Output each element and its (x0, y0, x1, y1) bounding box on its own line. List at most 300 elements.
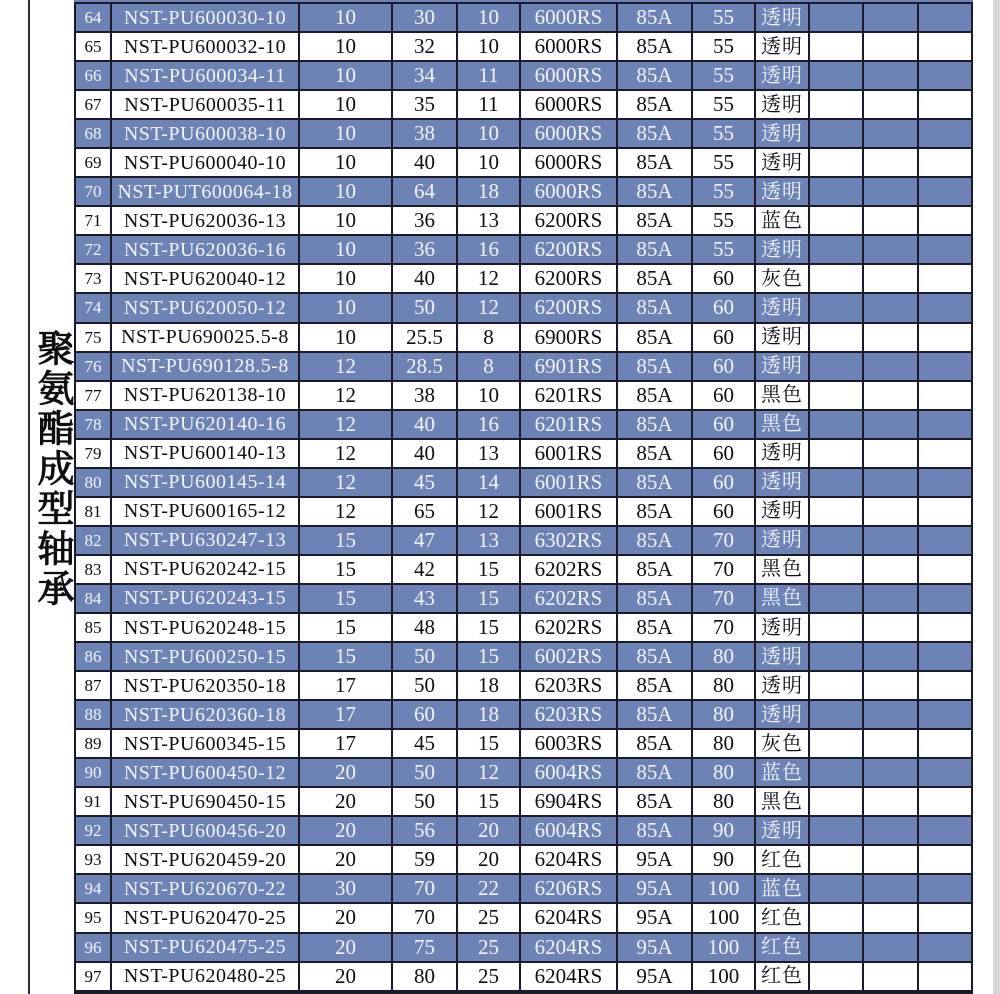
cell-empty (810, 759, 862, 786)
cell-color: 灰色 (756, 265, 808, 292)
cell-row-number: 71 (76, 207, 110, 234)
cell-empty (810, 701, 862, 728)
cell-empty (864, 265, 917, 292)
cell-empty (919, 382, 971, 409)
cell-hardness: 85A (618, 207, 691, 234)
cell-row-number: 97 (76, 963, 110, 990)
cell-outer-diameter: 50 (393, 759, 456, 786)
cell-empty (919, 759, 971, 786)
cell-load: 60 (693, 469, 754, 496)
cell-empty (919, 846, 971, 873)
cell-empty (810, 324, 862, 351)
cell-outer-diameter: 80 (393, 963, 456, 990)
cell-bearing-type: 6206RS (521, 875, 616, 902)
cell-inner-diameter: 10 (300, 178, 391, 205)
cell-empty (810, 62, 862, 89)
cell-empty (919, 62, 971, 89)
cell-model: NST-PU600456-20 (112, 817, 298, 844)
cell-load: 100 (693, 875, 754, 902)
cell-hardness: 95A (618, 846, 691, 873)
cell-empty (919, 788, 971, 815)
cell-inner-diameter: 10 (300, 62, 391, 89)
cell-bearing-type: 6204RS (521, 934, 616, 961)
cell-outer-diameter: 36 (393, 207, 456, 234)
cell-empty (810, 846, 862, 873)
cell-inner-diameter: 12 (300, 353, 391, 380)
cell-empty (810, 294, 862, 321)
cell-empty (919, 149, 971, 176)
cell-empty (810, 585, 862, 612)
cell-empty (919, 701, 971, 728)
cell-empty (864, 382, 917, 409)
cell-model: NST-PU620470-25 (112, 904, 298, 931)
cell-load: 55 (693, 33, 754, 60)
cell-inner-diameter: 10 (300, 294, 391, 321)
cell-hardness: 85A (618, 4, 691, 31)
cell-empty (919, 875, 971, 902)
cell-empty (919, 207, 971, 234)
cell-row-number: 81 (76, 498, 110, 525)
cell-row-number: 74 (76, 294, 110, 321)
cell-color: 黑色 (756, 788, 808, 815)
cell-bearing-type: 6204RS (521, 963, 616, 990)
cell-load: 60 (693, 294, 754, 321)
cell-load: 70 (693, 614, 754, 641)
cell-empty (810, 382, 862, 409)
cell-row-number: 80 (76, 469, 110, 496)
cell-model: NST-PU620248-15 (112, 614, 298, 641)
cell-empty (864, 353, 917, 380)
cell-color: 透明 (756, 817, 808, 844)
cell-empty (919, 4, 971, 31)
cell-model: NST-PUT600064-18 (112, 178, 298, 205)
cell-bearing-type: 6200RS (521, 236, 616, 263)
cell-load: 80 (693, 701, 754, 728)
cell-model: NST-PU620036-13 (112, 207, 298, 234)
cell-color: 透明 (756, 178, 808, 205)
cell-color: 黑色 (756, 556, 808, 583)
cell-hardness: 85A (618, 614, 691, 641)
cell-inner-diameter: 20 (300, 934, 391, 961)
cell-empty (864, 614, 917, 641)
cell-inner-diameter: 20 (300, 963, 391, 990)
cell-outer-diameter: 50 (393, 294, 456, 321)
cell-model: NST-PU600165-12 (112, 498, 298, 525)
cell-color: 透明 (756, 701, 808, 728)
cell-hardness: 85A (618, 527, 691, 554)
cell-width: 25 (458, 963, 519, 990)
cell-outer-diameter: 38 (393, 382, 456, 409)
cell-width: 10 (458, 33, 519, 60)
cell-empty (810, 120, 862, 147)
cell-load: 55 (693, 236, 754, 263)
cell-empty (810, 469, 862, 496)
cell-model: NST-PU600032-10 (112, 33, 298, 60)
cell-inner-diameter: 15 (300, 643, 391, 670)
cell-model: NST-PU600038-10 (112, 120, 298, 147)
cell-empty (919, 934, 971, 961)
cell-width: 20 (458, 846, 519, 873)
cell-empty (810, 614, 862, 641)
cell-row-number: 84 (76, 585, 110, 612)
cell-empty (810, 265, 862, 292)
cell-empty (864, 963, 917, 990)
cell-row-number: 78 (76, 411, 110, 438)
cell-model: NST-PU600040-10 (112, 149, 298, 176)
cell-load: 100 (693, 904, 754, 931)
cell-hardness: 85A (618, 469, 691, 496)
cell-load: 90 (693, 846, 754, 873)
cell-row-number: 88 (76, 701, 110, 728)
cell-row-number: 96 (76, 934, 110, 961)
cell-empty (919, 294, 971, 321)
cell-empty (919, 236, 971, 263)
cell-empty (864, 120, 917, 147)
cell-inner-diameter: 17 (300, 730, 391, 757)
cell-outer-diameter: 65 (393, 498, 456, 525)
cell-model: NST-PU600140-13 (112, 440, 298, 467)
cell-hardness: 95A (618, 875, 691, 902)
cell-empty (864, 207, 917, 234)
cell-inner-diameter: 10 (300, 265, 391, 292)
cell-outer-diameter: 36 (393, 236, 456, 263)
cell-hardness: 85A (618, 759, 691, 786)
cell-outer-diameter: 64 (393, 178, 456, 205)
cell-hardness: 85A (618, 62, 691, 89)
cell-inner-diameter: 20 (300, 904, 391, 931)
cell-bearing-type: 6200RS (521, 265, 616, 292)
cell-width: 10 (458, 382, 519, 409)
cell-color: 透明 (756, 236, 808, 263)
cell-row-number: 94 (76, 875, 110, 902)
cell-outer-diameter: 50 (393, 643, 456, 670)
cell-inner-diameter: 17 (300, 672, 391, 699)
cell-outer-diameter: 45 (393, 730, 456, 757)
category-title: 聚氨酯成型轴承 (31, 329, 72, 609)
cell-bearing-type: 6002RS (521, 643, 616, 670)
cell-empty (864, 498, 917, 525)
cell-row-number: 75 (76, 324, 110, 351)
cell-empty (864, 904, 917, 931)
cell-outer-diameter: 59 (393, 846, 456, 873)
cell-empty (919, 556, 971, 583)
cell-inner-diameter: 12 (300, 440, 391, 467)
cell-empty (810, 498, 862, 525)
cell-empty (919, 527, 971, 554)
cell-width: 20 (458, 817, 519, 844)
cell-inner-diameter: 10 (300, 324, 391, 351)
cell-empty (810, 672, 862, 699)
cell-bearing-type: 6001RS (521, 498, 616, 525)
cell-width: 16 (458, 411, 519, 438)
cell-empty (864, 91, 917, 118)
cell-model: NST-PU620140-16 (112, 411, 298, 438)
cell-row-number: 93 (76, 846, 110, 873)
cell-width: 8 (458, 353, 519, 380)
cell-hardness: 85A (618, 788, 691, 815)
cell-bearing-type: 6302RS (521, 527, 616, 554)
cell-empty (810, 236, 862, 263)
cell-empty (919, 178, 971, 205)
cell-inner-diameter: 10 (300, 120, 391, 147)
cell-inner-diameter: 10 (300, 91, 391, 118)
cell-load: 55 (693, 149, 754, 176)
cell-row-number: 91 (76, 788, 110, 815)
cell-empty (919, 817, 971, 844)
cell-color: 透明 (756, 4, 808, 31)
cell-width: 10 (458, 120, 519, 147)
cell-outer-diameter: 40 (393, 265, 456, 292)
cell-inner-diameter: 10 (300, 33, 391, 60)
cell-color: 透明 (756, 440, 808, 467)
cell-model: NST-PU630247-13 (112, 527, 298, 554)
cell-load: 80 (693, 643, 754, 670)
cell-bearing-type: 6000RS (521, 178, 616, 205)
cell-model: NST-PU690025.5-8 (112, 324, 298, 351)
cell-load: 55 (693, 62, 754, 89)
cell-color: 黑色 (756, 411, 808, 438)
cell-row-number: 73 (76, 265, 110, 292)
cell-load: 80 (693, 788, 754, 815)
cell-color: 灰色 (756, 730, 808, 757)
cell-load: 60 (693, 411, 754, 438)
cell-row-number: 87 (76, 672, 110, 699)
cell-empty (864, 527, 917, 554)
cell-empty (919, 120, 971, 147)
cell-inner-diameter: 10 (300, 4, 391, 31)
cell-width: 13 (458, 207, 519, 234)
cell-model: NST-PU600345-15 (112, 730, 298, 757)
cell-bearing-type: 6004RS (521, 759, 616, 786)
cell-row-number: 64 (76, 4, 110, 31)
cell-outer-diameter: 50 (393, 788, 456, 815)
cell-empty (864, 62, 917, 89)
cell-width: 15 (458, 788, 519, 815)
cell-row-number: 77 (76, 382, 110, 409)
cell-model: NST-PU620475-25 (112, 934, 298, 961)
cell-empty (864, 875, 917, 902)
cell-color: 红色 (756, 904, 808, 931)
cell-empty (864, 643, 917, 670)
cell-load: 60 (693, 324, 754, 351)
cell-empty (810, 788, 862, 815)
cell-empty (919, 33, 971, 60)
cell-outer-diameter: 32 (393, 33, 456, 60)
cell-bearing-type: 6204RS (521, 846, 616, 873)
cell-width: 11 (458, 62, 519, 89)
cell-width: 11 (458, 91, 519, 118)
cell-load: 55 (693, 91, 754, 118)
cell-bearing-type: 6202RS (521, 585, 616, 612)
cell-width: 18 (458, 701, 519, 728)
cell-color: 红色 (756, 846, 808, 873)
cell-color: 透明 (756, 33, 808, 60)
cell-hardness: 85A (618, 91, 691, 118)
cell-empty (810, 440, 862, 467)
cell-color: 黑色 (756, 382, 808, 409)
cell-load: 55 (693, 4, 754, 31)
cell-outer-diameter: 40 (393, 411, 456, 438)
cell-color: 蓝色 (756, 207, 808, 234)
cell-bearing-type: 6000RS (521, 4, 616, 31)
cell-bearing-type: 6901RS (521, 353, 616, 380)
cell-hardness: 95A (618, 963, 691, 990)
cell-inner-diameter: 15 (300, 527, 391, 554)
cell-hardness: 85A (618, 556, 691, 583)
cell-empty (810, 934, 862, 961)
cell-empty (864, 730, 917, 757)
cell-hardness: 85A (618, 236, 691, 263)
cell-color: 透明 (756, 498, 808, 525)
cell-empty (864, 701, 917, 728)
cell-hardness: 85A (618, 440, 691, 467)
cell-color: 黑色 (756, 585, 808, 612)
cell-hardness: 85A (618, 730, 691, 757)
cell-hardness: 85A (618, 411, 691, 438)
cell-width: 12 (458, 294, 519, 321)
cell-color: 透明 (756, 324, 808, 351)
cell-load: 70 (693, 527, 754, 554)
cell-model: NST-PU600250-15 (112, 643, 298, 670)
cell-model: NST-PU690450-15 (112, 788, 298, 815)
cell-model: NST-PU600035-11 (112, 91, 298, 118)
cell-outer-diameter: 25.5 (393, 324, 456, 351)
cell-empty (919, 411, 971, 438)
cell-outer-diameter: 43 (393, 585, 456, 612)
cell-inner-diameter: 12 (300, 382, 391, 409)
cell-row-number: 82 (76, 527, 110, 554)
cell-empty (864, 4, 917, 31)
cell-bearing-type: 6003RS (521, 730, 616, 757)
cell-color: 透明 (756, 294, 808, 321)
cell-width: 14 (458, 469, 519, 496)
cell-model: NST-PU620480-25 (112, 963, 298, 990)
cell-row-number: 79 (76, 440, 110, 467)
cell-inner-diameter: 12 (300, 469, 391, 496)
cell-model: NST-PU620040-12 (112, 265, 298, 292)
cell-load: 60 (693, 382, 754, 409)
cell-bearing-type: 6000RS (521, 149, 616, 176)
cell-width: 12 (458, 498, 519, 525)
cell-hardness: 85A (618, 324, 691, 351)
cell-empty (864, 846, 917, 873)
cell-empty (864, 585, 917, 612)
cell-inner-diameter: 10 (300, 149, 391, 176)
cell-inner-diameter: 20 (300, 817, 391, 844)
cell-hardness: 85A (618, 498, 691, 525)
cell-hardness: 85A (618, 294, 691, 321)
cell-row-number: 65 (76, 33, 110, 60)
cell-empty (919, 614, 971, 641)
cell-color: 透明 (756, 62, 808, 89)
cell-hardness: 85A (618, 178, 691, 205)
cell-inner-diameter: 20 (300, 759, 391, 786)
cell-hardness: 85A (618, 817, 691, 844)
cell-outer-diameter: 48 (393, 614, 456, 641)
cell-row-number: 86 (76, 643, 110, 670)
cell-row-number: 67 (76, 91, 110, 118)
cell-row-number: 72 (76, 236, 110, 263)
cell-bearing-type: 6000RS (521, 33, 616, 60)
cell-outer-diameter: 40 (393, 440, 456, 467)
cell-bearing-type: 6001RS (521, 469, 616, 496)
cell-model: NST-PU620050-12 (112, 294, 298, 321)
cell-color: 透明 (756, 672, 808, 699)
cell-empty (864, 324, 917, 351)
cell-inner-diameter: 10 (300, 207, 391, 234)
cell-outer-diameter: 60 (393, 701, 456, 728)
cell-empty (810, 817, 862, 844)
cell-model: NST-PU600030-10 (112, 4, 298, 31)
cell-empty (864, 556, 917, 583)
cell-outer-diameter: 70 (393, 875, 456, 902)
cell-color: 蓝色 (756, 875, 808, 902)
cell-width: 13 (458, 527, 519, 554)
cell-width: 15 (458, 730, 519, 757)
cell-hardness: 85A (618, 149, 691, 176)
cell-hardness: 85A (618, 353, 691, 380)
cell-load: 55 (693, 178, 754, 205)
cell-width: 25 (458, 934, 519, 961)
cell-hardness: 95A (618, 934, 691, 961)
cell-load: 80 (693, 730, 754, 757)
cell-width: 8 (458, 324, 519, 351)
cell-outer-diameter: 70 (393, 904, 456, 931)
cell-empty (810, 904, 862, 931)
cell-load: 60 (693, 265, 754, 292)
cell-row-number: 90 (76, 759, 110, 786)
cell-width: 15 (458, 556, 519, 583)
cell-empty (810, 207, 862, 234)
cell-empty (810, 643, 862, 670)
cell-model: NST-PU600450-12 (112, 759, 298, 786)
cell-model: NST-PU620350-18 (112, 672, 298, 699)
cell-model: NST-PU600034-11 (112, 62, 298, 89)
cell-bearing-type: 6201RS (521, 382, 616, 409)
cell-color: 透明 (756, 120, 808, 147)
cell-bearing-type: 6000RS (521, 91, 616, 118)
cell-width: 12 (458, 759, 519, 786)
cell-inner-diameter: 20 (300, 846, 391, 873)
right-scrollbar-strip (993, 0, 1000, 994)
cell-empty (919, 440, 971, 467)
cell-width: 18 (458, 672, 519, 699)
cell-row-number: 95 (76, 904, 110, 931)
cell-load: 60 (693, 353, 754, 380)
cell-empty (864, 469, 917, 496)
cell-empty (864, 759, 917, 786)
cell-empty (810, 4, 862, 31)
cell-model: NST-PU690128.5-8 (112, 353, 298, 380)
cell-outer-diameter: 34 (393, 62, 456, 89)
cell-empty (864, 294, 917, 321)
cell-width: 10 (458, 4, 519, 31)
cell-inner-diameter: 15 (300, 585, 391, 612)
cell-color: 透明 (756, 149, 808, 176)
cell-empty (919, 498, 971, 525)
cell-bearing-type: 6004RS (521, 817, 616, 844)
cell-row-number: 69 (76, 149, 110, 176)
cell-model: NST-PU620459-20 (112, 846, 298, 873)
cell-width: 10 (458, 149, 519, 176)
cell-width: 16 (458, 236, 519, 263)
cell-load: 100 (693, 963, 754, 990)
cell-empty (864, 33, 917, 60)
cell-empty (864, 440, 917, 467)
cell-bearing-type: 6904RS (521, 788, 616, 815)
cell-load: 80 (693, 672, 754, 699)
cell-inner-diameter: 12 (300, 411, 391, 438)
